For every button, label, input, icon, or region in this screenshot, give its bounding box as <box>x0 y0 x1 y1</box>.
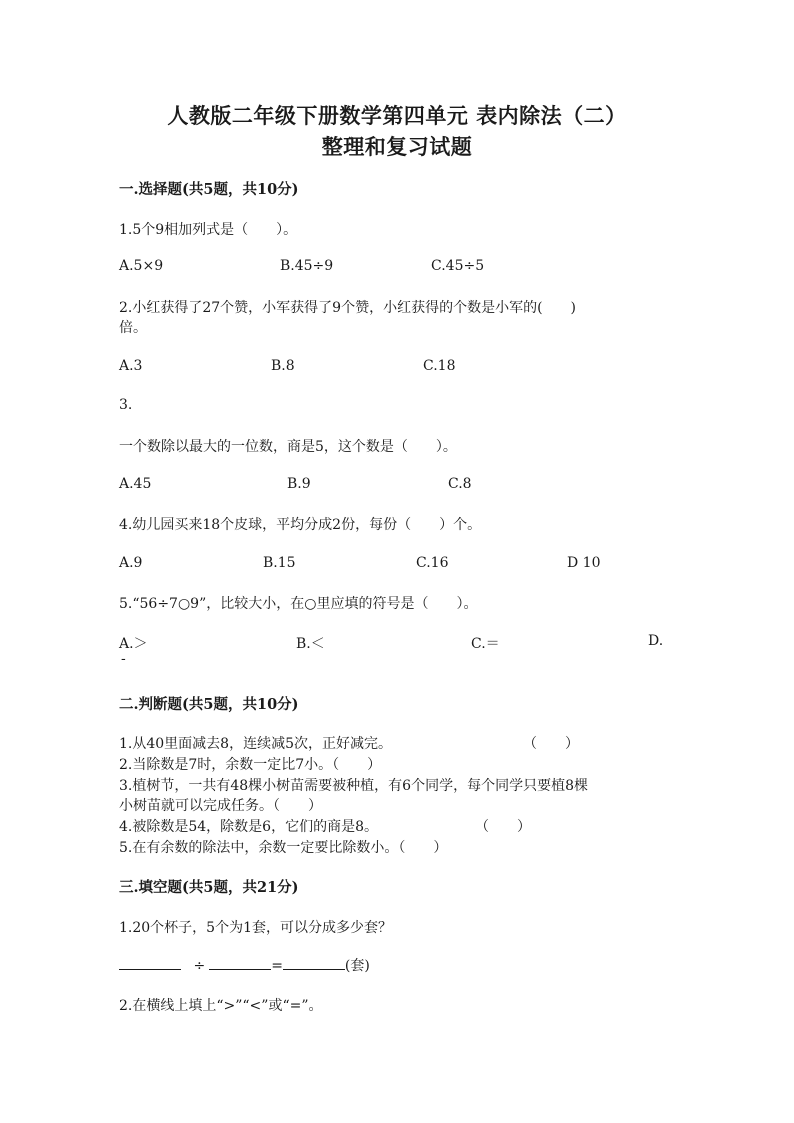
divide-sign: ÷ <box>193 958 206 974</box>
judge-item-2: 2.当除数是7时，余数一定比7小。（ ） <box>119 757 382 773</box>
judge-item-4: 4.被除数是54，除数是6，它们的商是8。 <box>119 819 378 835</box>
q2-option-a: A.3 <box>119 358 143 374</box>
q5-option-c: C.＝ <box>471 636 500 652</box>
q3-option-a: A.45 <box>119 476 152 492</box>
q5-stem: 5.“56÷7○9”，比较大小，在○里应填的符号是（ ）。 <box>119 596 478 612</box>
q3-option-c: C.8 <box>448 476 472 492</box>
q5-option-a: A.＞ <box>119 636 148 652</box>
q2-option-c: C.18 <box>423 358 456 374</box>
q2-stem-line-1: 2.小红获得了27个赞，小军获得了9个赞，小红获得的个数是小军的( ) <box>119 300 577 316</box>
section-2-header: 二.判断题(共5题，共10分) <box>119 696 299 713</box>
q4-option-a: A.9 <box>119 555 143 571</box>
q4-stem: 4.幼儿园买来18个皮球，平均分成2份，每份（ ）个。 <box>119 517 482 533</box>
q1-option-a: A.5×9 <box>119 258 164 274</box>
answer-blank-1[interactable] <box>119 956 181 970</box>
q4-option-d: D 10 <box>567 555 601 571</box>
q5-option-b: B.＜ <box>296 636 325 652</box>
judge-item-3-line-1: 3.植树节，一共有48棵小树苗需要被种植，有6个同学，每个同学只要植8棵 <box>119 778 588 794</box>
answer-blank-3[interactable] <box>283 956 345 970</box>
q1-option-b: B.45÷9 <box>280 258 334 274</box>
q1-stem: 1.5个9相加列式是（ ）。 <box>119 222 298 238</box>
answer-blank-2[interactable] <box>209 956 271 970</box>
q4-option-c: C.16 <box>416 555 449 571</box>
section-3-header: 三.填空题(共5题，共21分) <box>119 879 299 896</box>
unit-label: (套) <box>344 958 370 974</box>
q5-option-d-continued: - <box>121 651 126 667</box>
fill-q1-equation <box>119 955 370 975</box>
judge-item-4-paren: （ ） <box>475 819 531 835</box>
judge-item-3-line-2: 小树苗就可以完成任务。（ ） <box>119 798 322 814</box>
q3-option-b: B.9 <box>287 476 311 492</box>
q4-option-b: B.15 <box>263 555 296 571</box>
equals-sign: = <box>271 958 283 974</box>
title-line-1: 人教版二年级下册数学第四单元 表内除法（二） <box>167 103 627 128</box>
q5-option-d: D. <box>648 633 664 649</box>
section-1-header: 一.选择题(共5题，共10分) <box>119 181 299 198</box>
q1-option-c: C.45÷5 <box>431 258 485 274</box>
judge-item-1: 1.从40里面减去8，连续减5次，正好减完。 <box>119 736 392 752</box>
judge-item-1-paren: （ ） <box>523 736 579 752</box>
q3-number: 3. <box>119 397 133 413</box>
q2-option-b: B.8 <box>271 358 295 374</box>
q2-stem-line-2: 倍。 <box>119 320 147 336</box>
fill-q1-stem: 1.20个杯子，5个为1套，可以分成多少套？ <box>119 920 392 936</box>
q3-stem: 一个数除以最大的一位数，商是5，这个数是（ ）。 <box>119 439 457 455</box>
title-line-2: 整理和复习试题 <box>321 134 473 159</box>
fill-q2-stem: 2.在横线上填上“>”“<”或“=”。 <box>119 998 323 1014</box>
judge-item-5: 5.在有余数的除法中，余数一定要比除数小。（ ） <box>119 840 448 856</box>
